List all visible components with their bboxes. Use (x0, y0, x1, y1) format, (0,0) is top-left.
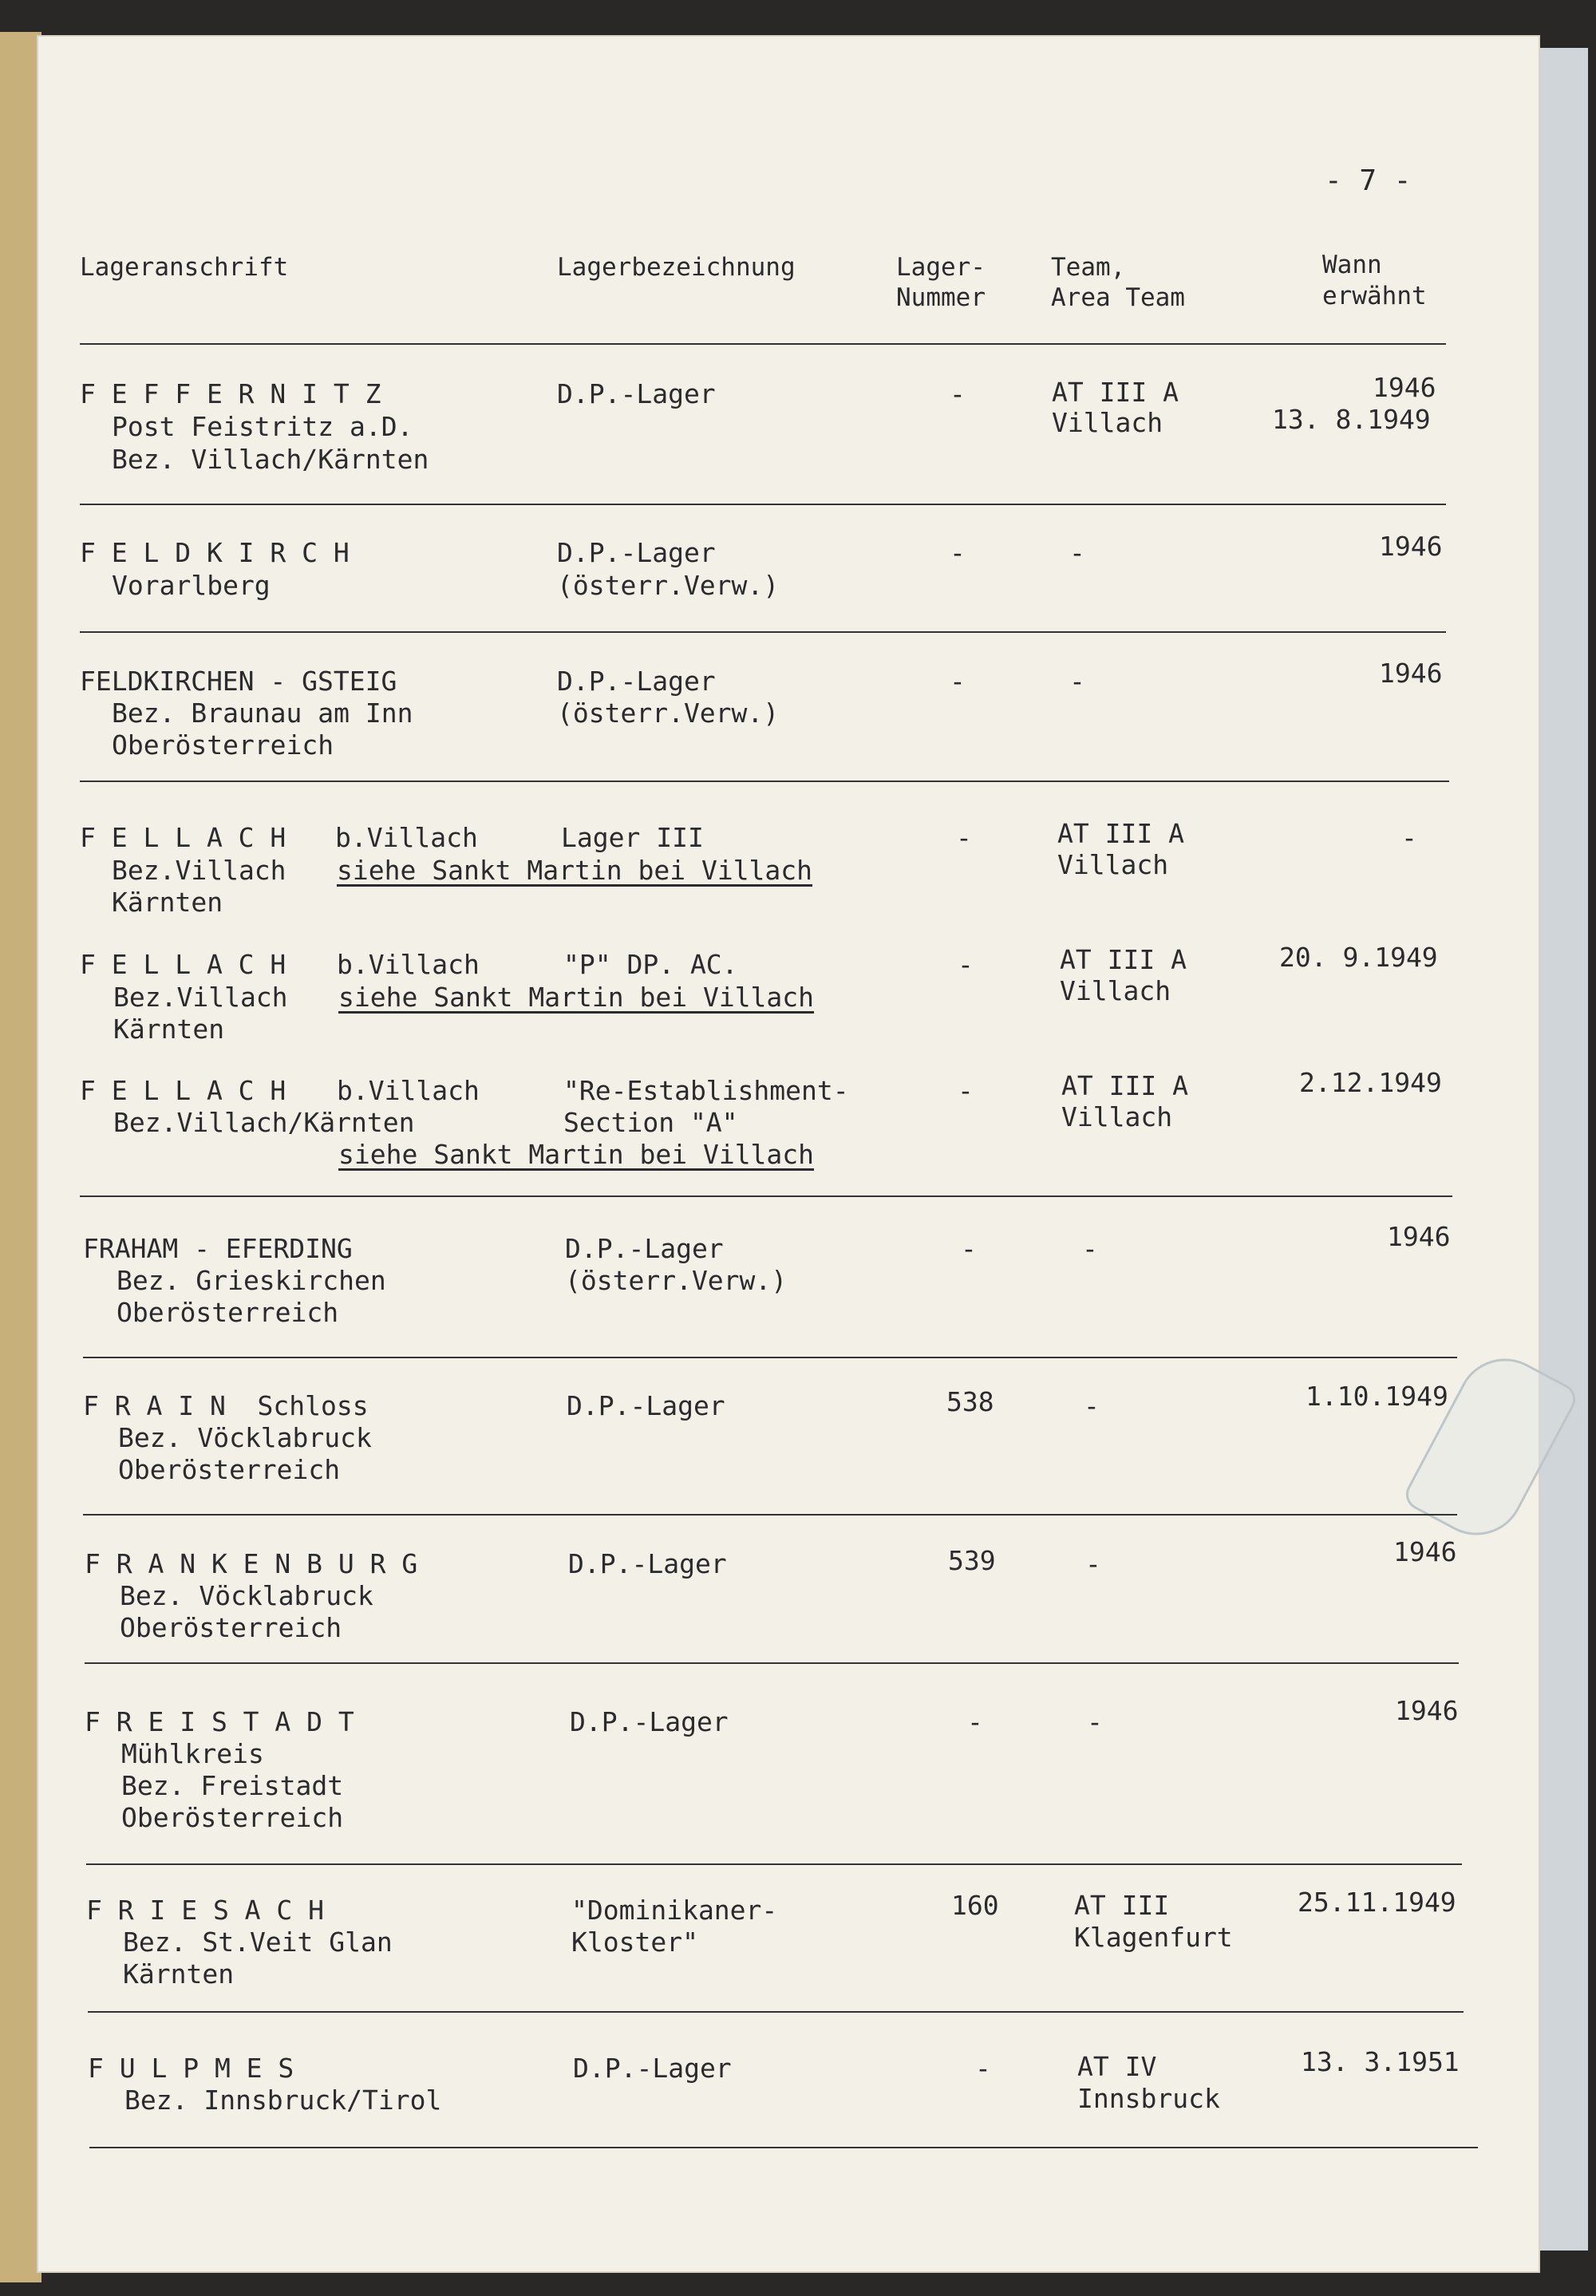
team-line: - (1069, 537, 1085, 568)
designation-line: D.P.-Lager (573, 2053, 732, 2084)
address-line: Oberösterreich (112, 729, 334, 761)
row-rule (83, 1514, 1457, 1516)
team-line: - (1085, 1548, 1101, 1579)
camp-number: 160 (951, 1890, 999, 1921)
camp-number: 538 (946, 1386, 994, 1417)
designation-line: D.P.-Lager (567, 1390, 725, 1421)
team-line: - (1087, 1706, 1103, 1737)
see-reference: siehe Sankt Martin bei Villach (337, 855, 813, 886)
row-rule (80, 780, 1449, 782)
date-mentioned: 1946 (1373, 372, 1436, 403)
address-line: Bez. Vöcklabruck (118, 1422, 372, 1453)
row-rule (89, 2147, 1478, 2148)
address-line: F E F F E R N I T Z (80, 378, 381, 409)
page-number: - 7 - (1325, 164, 1412, 197)
row-rule (88, 2011, 1464, 2013)
page-stack-edge (1540, 48, 1588, 2251)
see-reference: siehe Sankt Martin bei Villach (338, 1139, 815, 1170)
team-line: - (1069, 666, 1085, 697)
address-line: Mühlkreis (121, 1738, 264, 1769)
team-line: AT III A (1052, 377, 1179, 408)
team-line: AT III A (1061, 1070, 1188, 1101)
designation-line: "P" DP. AC. (563, 949, 738, 980)
header-when-line2: erwähnt (1322, 282, 1427, 310)
address-suffix: b.Villach (335, 822, 478, 853)
designation-line: D.P.-Lager (570, 1706, 729, 1737)
header-when-line1: Wann (1322, 251, 1382, 279)
date-mentioned: 1.10.1949 (1306, 1381, 1448, 1412)
binding-edge (0, 32, 41, 2282)
designation-line: Section "A" (563, 1107, 738, 1138)
team-line: - (1084, 1390, 1100, 1421)
team-line: Klagenfurt (1074, 1922, 1233, 1953)
designation-line: D.P.-Lager (557, 378, 716, 409)
header-team-line1: Team, (1051, 253, 1126, 282)
camp-number: - (958, 1075, 974, 1106)
date-mentioned: 13. 8.1949 (1272, 404, 1431, 435)
team-line: - (1082, 1233, 1098, 1264)
designation-line: Kloster" (571, 1927, 698, 1958)
address-line: F E L L A C H (80, 949, 286, 980)
address-line: Post Feistritz a.D. (112, 411, 413, 442)
address-line: F E L L A C H (80, 822, 286, 853)
see-reference: siehe Sankt Martin bei Villach (338, 982, 815, 1013)
designation-line: D.P.-Lager (565, 1233, 724, 1264)
team-line: Villach (1060, 975, 1171, 1006)
camp-number: - (950, 537, 966, 568)
date-mentioned: 1946 (1379, 658, 1443, 689)
address-line: Bez.Villach/Kärnten (113, 1107, 415, 1138)
date-mentioned: 1946 (1379, 531, 1443, 562)
designation-line: "Re-Establishment- (563, 1075, 849, 1106)
designation-line: (österr.Verw.) (565, 1265, 788, 1296)
address-suffix: b.Villach (337, 1075, 480, 1106)
camp-number: - (958, 949, 974, 980)
header-team-line2: Area Team (1051, 283, 1185, 312)
designation-line: Lager III (561, 822, 704, 853)
team-line: Innsbruck (1077, 2083, 1220, 2114)
address-line: Bez. Villach/Kärnten (112, 444, 429, 475)
date-mentioned: 1946 (1395, 1695, 1459, 1726)
address-line: F R A I N Schloss (83, 1390, 369, 1421)
address-line: Kärnten (113, 1014, 225, 1045)
address-line: FELDKIRCHEN - GSTEIG (80, 666, 397, 697)
header-address: Lageranschrift (80, 253, 289, 282)
address-line: Bez. Braunau am Inn (112, 697, 413, 729)
row-rule (83, 1357, 1457, 1358)
date-mentioned: - (1401, 822, 1417, 853)
designation-line: D.P.-Lager (557, 537, 716, 568)
address-line: Oberösterreich (121, 1802, 344, 1833)
team-line: AT IV (1077, 2051, 1157, 2082)
address-line: Bez. Grieskirchen (117, 1265, 386, 1296)
address-line: Oberösterreich (117, 1297, 339, 1328)
camp-number: - (975, 2053, 991, 2084)
header-rule (80, 343, 1446, 345)
address-line: Bez. Freistadt (121, 1770, 344, 1801)
address-line: Oberösterreich (118, 1454, 341, 1485)
designation-line: (österr.Verw.) (557, 697, 780, 729)
designation-line: D.P.-Lager (557, 666, 716, 697)
address-line: Kärnten (123, 1958, 235, 1990)
team-line: Villach (1061, 1101, 1173, 1132)
date-mentioned: 1946 (1393, 1536, 1457, 1567)
designation-line: (österr.Verw.) (557, 570, 780, 601)
row-rule (85, 1662, 1459, 1664)
date-mentioned: 13. 3.1951 (1301, 2046, 1460, 2077)
row-rule (86, 1863, 1462, 1865)
camp-number: - (950, 666, 966, 697)
team-line: Villach (1052, 407, 1163, 438)
designation-line: D.P.-Lager (568, 1548, 727, 1579)
address-line: Vorarlberg (112, 570, 271, 601)
address-line: Bez. Vöcklabruck (120, 1580, 373, 1611)
address-line: F R E I S T A D T (85, 1706, 354, 1737)
row-rule (80, 1195, 1452, 1197)
camp-number: - (956, 822, 972, 853)
address-line: F R I E S A C H (86, 1895, 325, 1926)
address-line: F U L P M E S (88, 2053, 294, 2084)
header-number-line1: Lager- (896, 253, 986, 282)
address-line: F E L D K I R C H (80, 537, 350, 568)
date-mentioned: 2.12.1949 (1299, 1067, 1442, 1098)
address-line: F E L L A C H (80, 1075, 286, 1106)
address-line: FRAHAM - EFERDING (83, 1233, 353, 1264)
address-line: F R A N K E N B U R G (85, 1548, 418, 1579)
camp-number: 539 (948, 1545, 996, 1576)
address-suffix: b.Villach (337, 949, 480, 980)
date-mentioned: 25.11.1949 (1298, 1887, 1456, 1918)
date-mentioned: 20. 9.1949 (1279, 942, 1438, 973)
date-mentioned: 1946 (1387, 1221, 1451, 1252)
camp-number: - (950, 378, 966, 409)
row-rule (80, 631, 1446, 633)
address-line: Bez. St.Veit Glan (123, 1927, 393, 1958)
team-line: AT III A (1057, 818, 1184, 849)
address-line: Bez.Villach (112, 855, 286, 886)
header-designation: Lagerbezeichnung (557, 253, 796, 282)
camp-number: - (967, 1706, 983, 1737)
address-line: Kärnten (112, 887, 223, 918)
designation-line: "Dominikaner- (571, 1895, 778, 1926)
team-line: Villach (1057, 849, 1169, 880)
team-line: AT III A (1060, 944, 1187, 975)
camp-number: - (961, 1233, 977, 1264)
team-line: AT III (1074, 1890, 1170, 1921)
address-line: Bez. Innsbruck/Tirol (124, 2085, 442, 2116)
row-rule (80, 504, 1446, 505)
address-line: Oberösterreich (120, 1612, 342, 1643)
header-number-line2: Nummer (896, 283, 986, 312)
address-line: Bez.Villach (113, 982, 288, 1013)
